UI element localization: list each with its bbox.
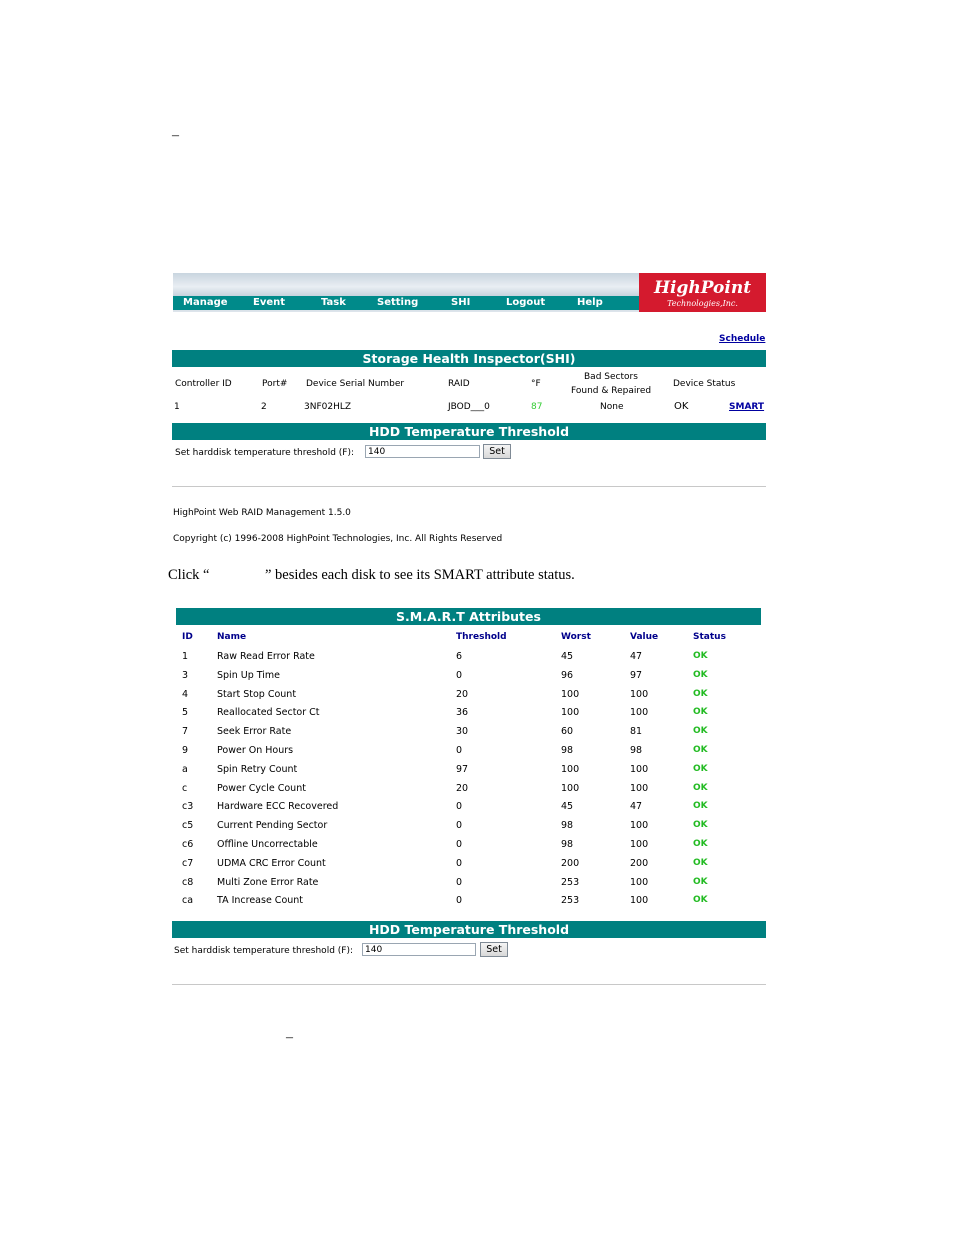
smart-cell-name: Seek Error Rate <box>217 726 292 738</box>
smart-cell-status: OK <box>693 688 708 699</box>
smart-cell-worst: 100 <box>561 688 580 700</box>
doc-instruction-start: Click “ <box>168 567 210 583</box>
divider <box>172 486 766 487</box>
smart-cell-status: OK <box>693 726 708 737</box>
cell-controller-id: 1 <box>174 402 180 412</box>
smart-col-id: ID <box>182 632 193 642</box>
smart-cell-worst: 200 <box>561 857 580 869</box>
logo-wordmark: HighPoint <box>653 278 752 298</box>
menu-item-shi[interactable]: SHI <box>451 297 471 308</box>
smart-cell-value: 47 <box>630 801 643 813</box>
smart-cell-value: 100 <box>630 839 649 850</box>
smart-cell-id: c7 <box>182 857 194 869</box>
smart-col-value: Value <box>630 632 659 642</box>
smart-cell-id: c6 <box>182 839 194 850</box>
smart-cell-threshold: 36 <box>456 707 469 719</box>
col-serial: Device Serial Number <box>306 379 405 389</box>
smart-cell-id: 1 <box>182 651 189 662</box>
smart-cell-threshold: 97 <box>456 763 469 775</box>
smart-cell-status: OK <box>693 839 708 849</box>
smart-cell-value: 47 <box>630 651 643 662</box>
smart-temp-threshold-bar: HDD Temperature Threshold <box>172 921 766 938</box>
smart-cell-status: OK <box>693 669 708 680</box>
smart-cell-threshold: 0 <box>456 745 463 756</box>
smart-cell-value: 100 <box>630 782 649 794</box>
smart-cell-worst: 100 <box>561 763 580 775</box>
smart-table-row <box>0 895 954 914</box>
cell-port: 2 <box>261 402 267 412</box>
smart-table-row <box>0 670 954 689</box>
cell-serial: 3NF02HLZ <box>304 402 352 412</box>
smart-cell-status: OK <box>693 745 708 755</box>
smart-cell-threshold: 0 <box>456 820 463 832</box>
smart-cell-worst: 96 <box>561 669 574 681</box>
smart-table-row <box>0 801 954 820</box>
smart-cell-status: OK <box>693 876 708 887</box>
smart-cell-value: 100 <box>630 763 649 775</box>
smart-cell-worst: 100 <box>561 707 580 719</box>
smart-table-row <box>0 745 954 764</box>
col-bad-sectors-1: Bad Sectors <box>584 372 638 382</box>
menu-item-logout[interactable]: Logout <box>506 297 546 308</box>
smart-cell-worst: 45 <box>561 651 574 662</box>
doc-instruction-end: ” besides each disk to see its SMART attribute status. <box>265 567 575 583</box>
threshold-label: Set harddisk temperature threshold (F): <box>175 448 354 458</box>
cell-temp: 87 <box>531 402 543 412</box>
smart-link[interactable]: SMART <box>729 402 765 412</box>
smart-cell-id: c3 <box>182 801 194 813</box>
smart-cell-id: c <box>182 782 188 794</box>
smart-cell-value: 100 <box>630 876 649 888</box>
smart-cell-worst: 253 <box>561 876 580 888</box>
smart-table-row <box>0 783 954 802</box>
doc-dash-bottom: – <box>286 1030 293 1045</box>
smart-cell-id: 9 <box>182 745 189 756</box>
copyright-text: Copyright (c) 1996-2008 HighPoint Technologies, Inc. All Rights Reserved <box>173 534 503 544</box>
smart-cell-value: 100 <box>630 820 649 832</box>
smart-cell-threshold: 6 <box>456 651 463 662</box>
highpoint-logo <box>639 273 766 312</box>
smart-table-header <box>0 632 954 644</box>
smart-cell-name: Reallocated Sector Ct <box>217 707 320 719</box>
menu-item-setting[interactable]: Setting <box>377 297 419 308</box>
smart-cell-threshold: 0 <box>456 857 463 869</box>
smart-title-bar: S.M.A.R.T Attributes <box>176 608 761 625</box>
col-controller-id: Controller ID <box>175 379 232 389</box>
smart-cell-value: 100 <box>630 895 649 907</box>
smart-cell-name: Power Cycle Count <box>217 782 306 794</box>
smart-cell-worst: 98 <box>561 745 574 756</box>
smart-cell-value: 200 <box>630 857 649 869</box>
col-device-status: Device Status <box>673 379 736 389</box>
menu-item-manage[interactable]: Manage <box>183 297 228 308</box>
smart-table-row <box>0 707 954 726</box>
shi-title-bar: Storage Health Inspector(SHI) <box>172 350 766 367</box>
smart-set-button[interactable]: Set <box>480 942 508 957</box>
smart-cell-threshold: 0 <box>456 839 463 850</box>
smart-cell-threshold: 0 <box>456 876 463 888</box>
smart-cell-status: OK <box>693 895 708 906</box>
smart-cell-worst: 98 <box>561 820 574 832</box>
smart-cell-name: Start Stop Count <box>217 688 297 700</box>
smart-cell-id: a <box>182 763 188 775</box>
smart-cell-name: Current Pending Sector <box>217 820 328 832</box>
smart-table-body <box>0 651 954 916</box>
menu-item-event[interactable]: Event <box>253 297 286 308</box>
doc-dash-top: – <box>172 128 179 143</box>
smart-cell-id: ca <box>182 895 194 907</box>
smart-cell-name: UDMA CRC Error Count <box>217 857 326 869</box>
cell-raid: JBOD___0 <box>448 402 490 412</box>
smart-table-row <box>0 651 954 670</box>
smart-col-name: Name <box>217 632 247 642</box>
col-bad-sectors-2: Found & Repaired <box>571 386 652 396</box>
smart-cell-threshold: 20 <box>456 688 469 700</box>
smart-threshold-input[interactable]: 140 <box>362 943 476 956</box>
smart-cell-status: OK <box>693 801 708 812</box>
smart-cell-name: Offline Uncorrectable <box>217 839 318 850</box>
smart-table-row <box>0 858 954 877</box>
smart-cell-status: OK <box>693 782 708 793</box>
smart-cell-status: OK <box>693 763 708 774</box>
version-text: HighPoint Web RAID Management 1.5.0 <box>173 508 351 518</box>
smart-table-row <box>0 726 954 745</box>
smart-cell-id: 4 <box>182 688 189 700</box>
smart-cell-value: 98 <box>630 745 643 756</box>
cell-status: OK <box>674 401 689 412</box>
smart-cell-status: OK <box>693 651 708 661</box>
smart-table-row <box>0 877 954 896</box>
smart-cell-name: Power On Hours <box>217 745 294 756</box>
smart-cell-value: 100 <box>630 707 649 719</box>
logo-subtitle: Technologies,Inc. <box>667 299 738 308</box>
col-temp: °F <box>531 379 541 389</box>
smart-cell-id: 5 <box>182 707 189 719</box>
smart-cell-threshold: 0 <box>456 801 463 813</box>
smart-cell-status: OK <box>693 820 708 831</box>
smart-cell-status: OK <box>693 857 708 868</box>
cell-bad-sectors: None <box>600 402 624 412</box>
smart-cell-id: c5 <box>182 820 194 832</box>
temp-threshold-bar: HDD Temperature Threshold <box>172 423 766 440</box>
smart-cell-worst: 60 <box>561 726 574 738</box>
smart-cell-id: 7 <box>182 726 189 738</box>
smart-cell-name: Multi Zone Error Rate <box>217 876 319 888</box>
smart-table-row <box>0 689 954 708</box>
col-raid: RAID <box>448 379 470 389</box>
smart-cell-name: Hardware ECC Recovered <box>217 801 339 813</box>
smart-cell-worst: 253 <box>561 895 580 907</box>
smart-cell-value: 100 <box>630 688 649 700</box>
smart-col-status: Status <box>693 632 726 642</box>
menu-item-task[interactable]: Task <box>321 297 346 308</box>
smart-cell-value: 97 <box>630 669 643 681</box>
smart-cell-worst: 45 <box>561 801 574 813</box>
smart-cell-threshold: 0 <box>456 895 463 907</box>
set-button[interactable]: Set <box>483 444 511 459</box>
smart-cell-id: c8 <box>182 876 194 888</box>
smart-cell-threshold: 20 <box>456 782 469 794</box>
smart-cell-worst: 100 <box>561 782 580 794</box>
schedule-link[interactable]: Schedule <box>719 334 766 344</box>
smart-cell-threshold: 0 <box>456 669 463 681</box>
col-port: Port# <box>262 379 288 389</box>
smart-table-row <box>0 764 954 783</box>
smart-table-row <box>0 820 954 839</box>
smart-cell-name: TA Increase Count <box>217 895 304 907</box>
smart-cell-name: Raw Read Error Rate <box>217 651 315 662</box>
smart-cell-threshold: 30 <box>456 726 469 738</box>
smart-threshold-label: Set harddisk temperature threshold (F): <box>174 946 353 956</box>
smart-col-threshold: Threshold <box>456 632 507 642</box>
smart-col-worst: Worst <box>561 632 591 642</box>
smart-cell-name: Spin Up Time <box>217 669 280 681</box>
smart-cell-worst: 98 <box>561 839 574 850</box>
menu-banner <box>173 273 766 312</box>
smart-cell-status: OK <box>693 707 708 718</box>
menu-bar <box>173 296 639 310</box>
smart-cell-id: 3 <box>182 669 189 681</box>
smart-table-row <box>0 839 954 858</box>
smart-cell-name: Spin Retry Count <box>217 763 298 775</box>
smart-cell-value: 81 <box>630 726 643 738</box>
smart-divider <box>172 984 766 985</box>
threshold-input[interactable]: 140 <box>365 445 480 458</box>
menu-item-help[interactable]: Help <box>577 297 603 308</box>
